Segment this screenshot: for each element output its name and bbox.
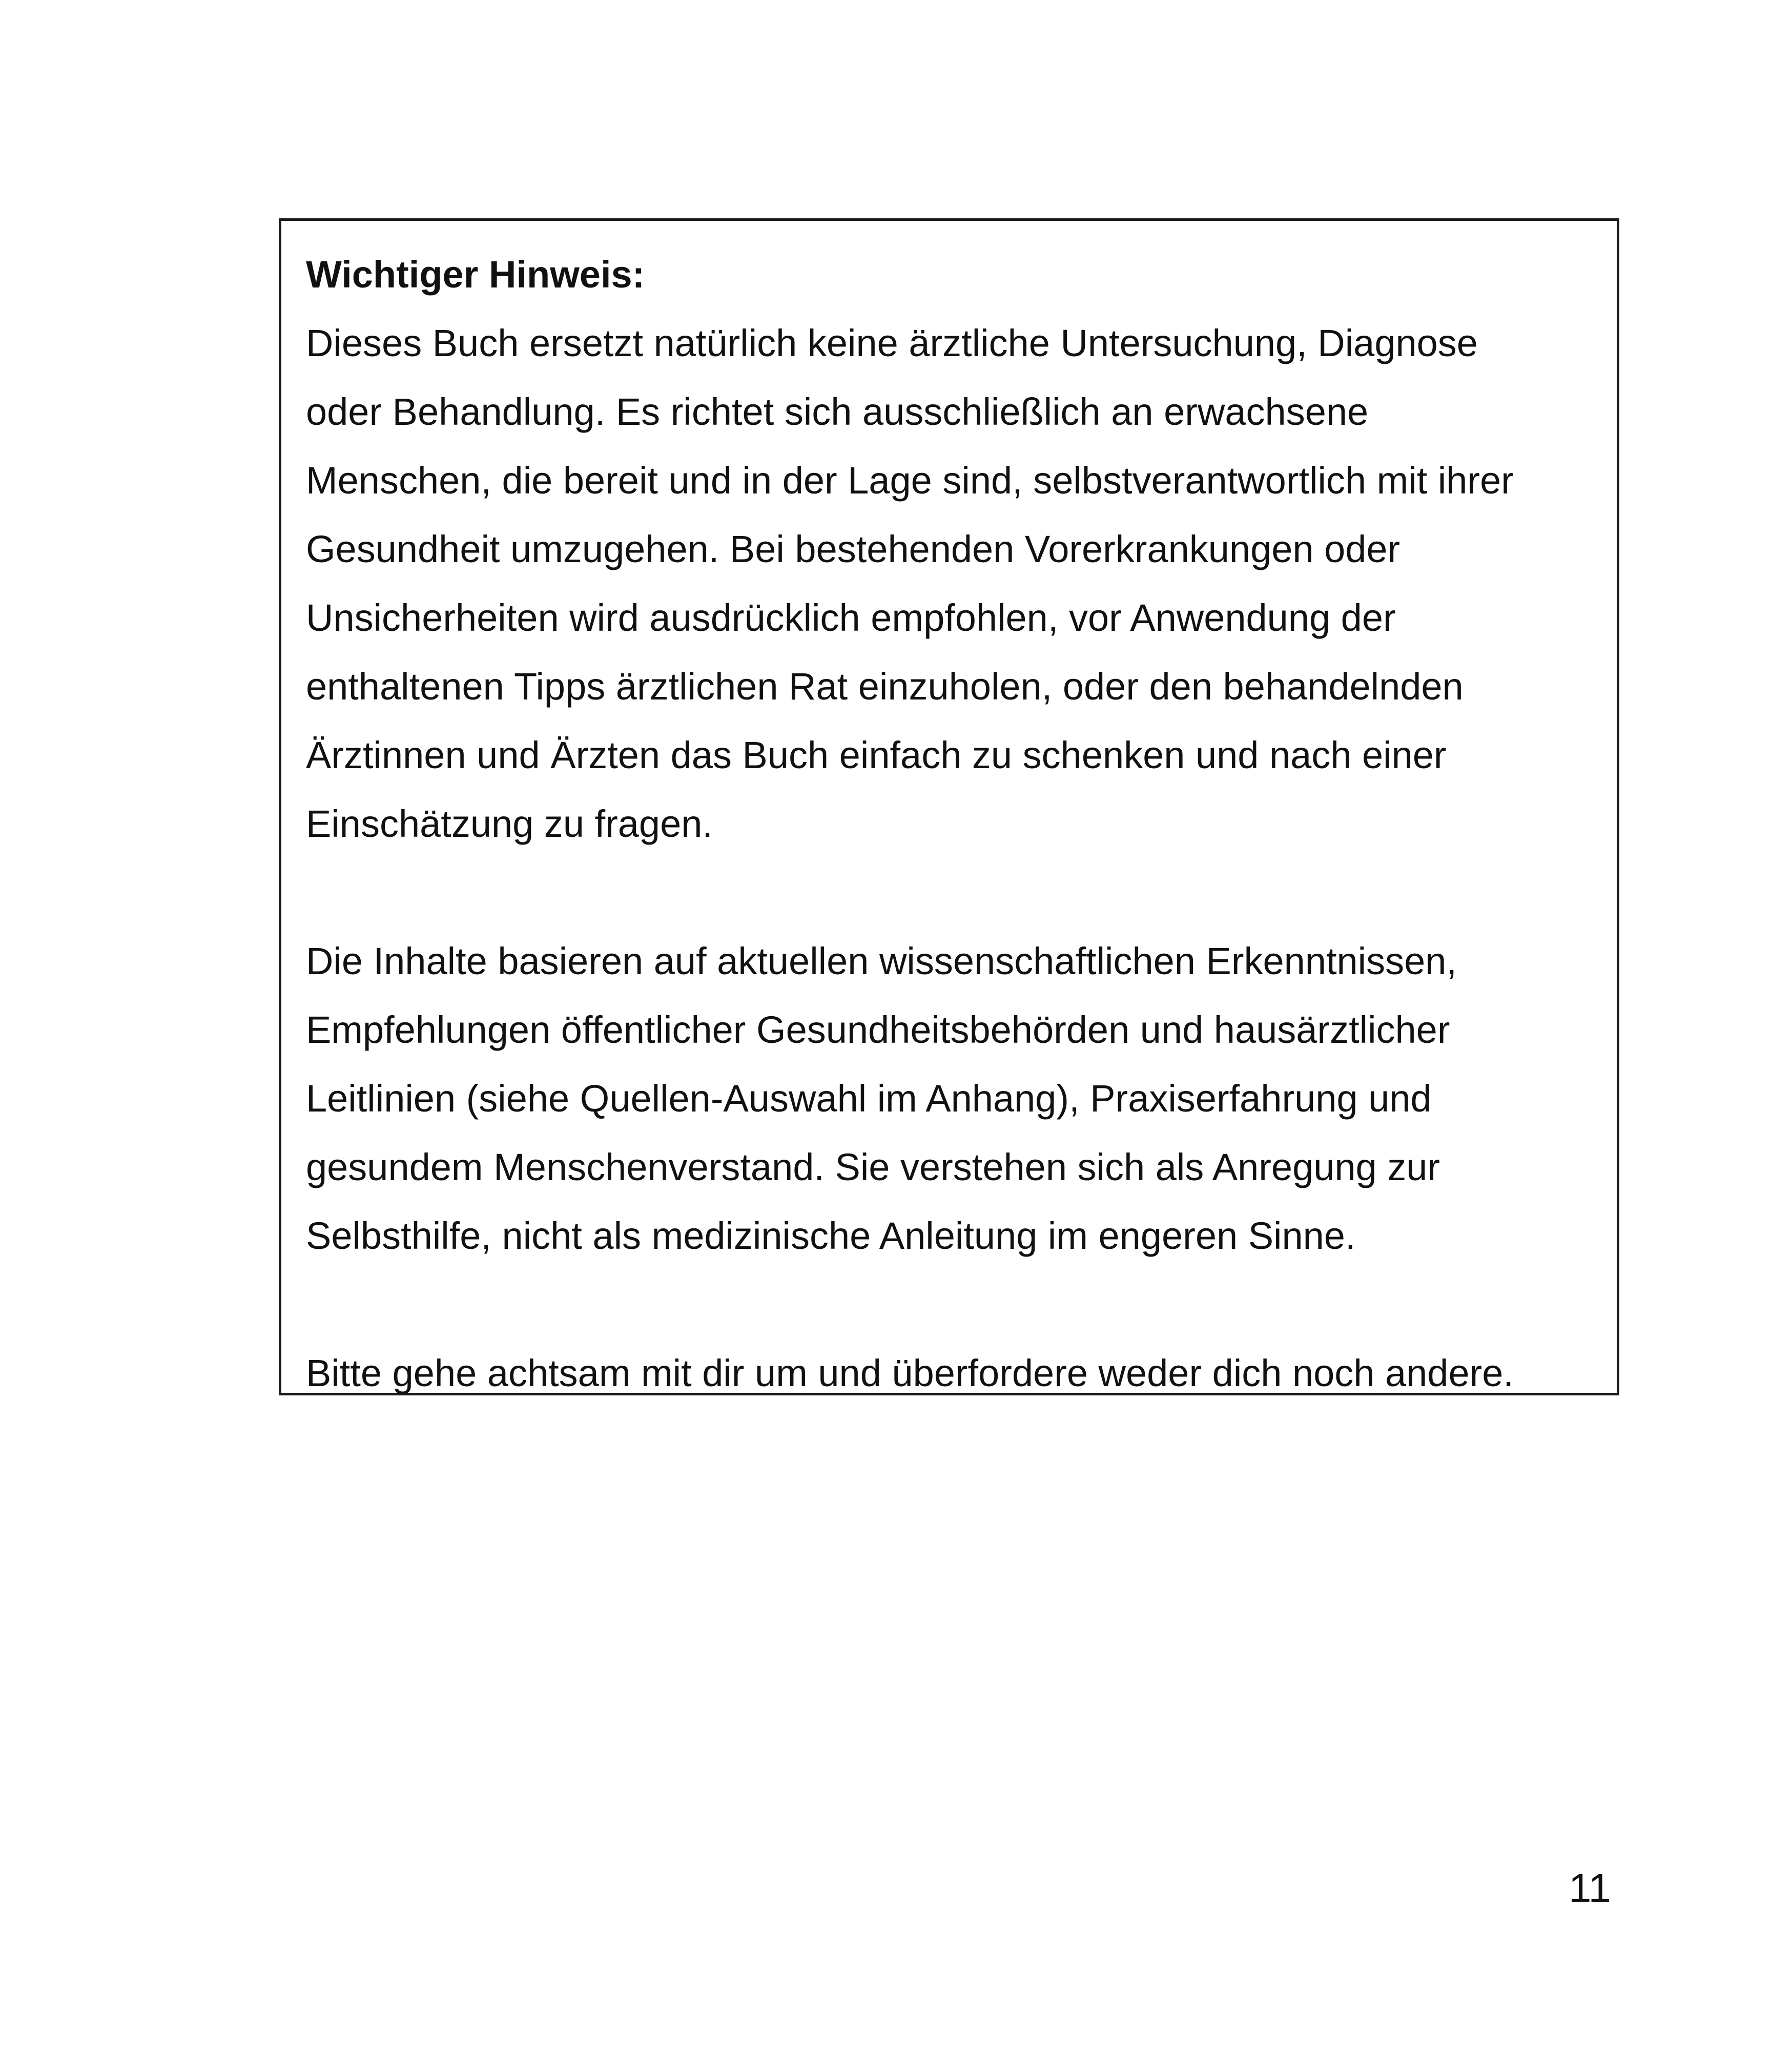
notice-heading: Wichtiger Hinweis: <box>306 253 645 296</box>
paragraph-spacer <box>306 858 1594 927</box>
text-line: oder Behandlung. Es richtet sich ausschließlich an erwachsene <box>306 390 1369 433</box>
notice-paragraph-3 <box>306 1339 1594 1408</box>
notice-paragraph-2 <box>306 927 1594 1270</box>
text-line: Unsicherheiten wird ausdrücklich empfohlen, vor Anwendung der <box>306 596 1396 639</box>
text-line: Ärztinnen und Ärzten das Buch einfach zu schenken und nach einer <box>306 734 1447 776</box>
text-line: Die Inhalte basieren auf aktuellen wissenschaftlichen Erkenntnissen, <box>306 940 1457 982</box>
page-number: 11 <box>1568 1865 1611 1911</box>
text-line: Empfehlungen öffentlicher Gesundheitsbehörden und hausärztlicher <box>306 1009 1450 1051</box>
paragraph-spacer <box>306 1270 1594 1339</box>
text-line: Selbsthilfe, nicht als medizinische Anleitung im engeren Sinne. <box>306 1215 1356 1257</box>
notice-box <box>279 218 1619 1395</box>
text-line: gesundem Menschenverstand. Sie verstehen sich als Anregung zur <box>306 1146 1440 1188</box>
text-line: Dieses Buch ersetzt natürlich keine ärztliche Untersuchung, Diagnose <box>306 322 1478 364</box>
text-line: Leitlinien (siehe Quellen-Auswahl im Anhang), Praxiserfahrung und <box>306 1077 1432 1120</box>
text-line: Bitte gehe achtsam mit dir um und überfordere weder dich noch andere. <box>306 1352 1514 1394</box>
text-line: Gesundheit umzugehen. Bei bestehenden Vorerkrankungen oder <box>306 528 1400 570</box>
text-line: Einschätzung zu fragen. <box>306 802 713 845</box>
text-line: Menschen, die bereit und in der Lage sind, selbstverantwortlich mit ihrer <box>306 459 1514 502</box>
text-line: enthaltenen Tipps ärztlichen Rat einzuholen, oder den behandelnden <box>306 665 1464 708</box>
notice-paragraph-1 <box>306 309 1594 858</box>
